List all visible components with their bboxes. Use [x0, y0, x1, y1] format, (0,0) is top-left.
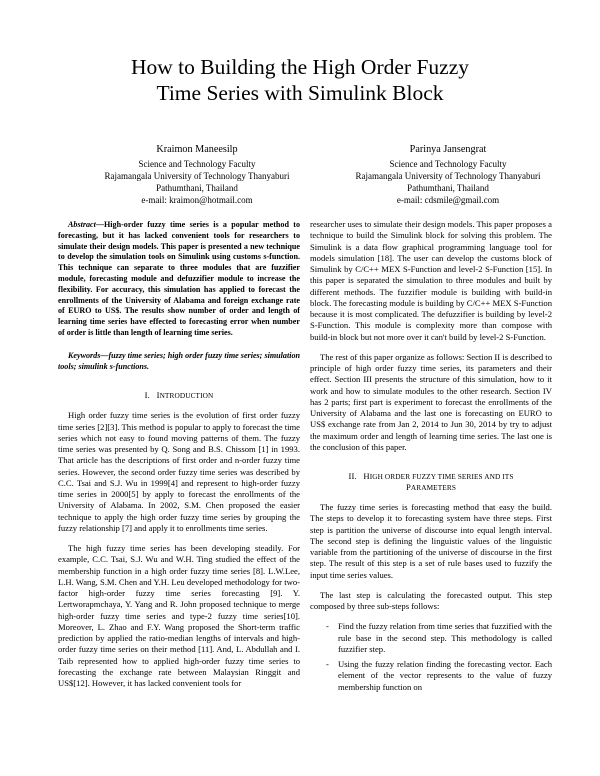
- paragraph: The high fuzzy time series has been developing steadily. For example, C.C. Tsai, S.J. Wu and W.H. Ting studied the effect of the membership function in a high order fuzzy time series [8]. L.W.Lee, L.H. Wang, S.M. Chen and Y.H. Leu developed methodology for two-factor high-order fuzzy time series forecasting [9]. Y. Lertworapmchaya, Y. Yang and R. John proposed technique to merge high-order fuzzy time series and type-2 fuzzy time series[10]. Moreover, L. Zhao and F.Y. Wang proposed the Short-term traffic prediction by applied the ratio-median lengths of intervals and high-order fuzzy time series on their method [11]. And, L. Abdullah and I. Taib represented how to applied high-order fuzzy time series to forecasting the exchange rate between Malaysian Ringgit and US$[12]. However, it has lacked convenient tools for: [58, 543, 300, 689]
- author-faculty: Science and Technology Faculty: [389, 158, 507, 169]
- author-university: Rajamangala University of Technology Thanyaburi: [104, 170, 290, 181]
- author-name: Kraimon Maneesilp: [156, 144, 238, 155]
- author-block-1: [62, 143, 332, 206]
- paragraph: researcher uses to simulate their design models. This paper proposes a technique to build the Simulink block for solving this problem. The Simulink is a data flow graphical programming language tool for models simulation [18]. The user can develop the customs block of Simulink by C/C++ MEX S-Function and level-2 S-Function [15]. In this paper is separated the simulation to three modules and built by different methods. The fuzzifier module is building with build-in block. The forecasting module is building by C/C++ MEX S-Function because it is most complicated. The defuzzifier is building by level-2 S-Function. This module is complexity more than compose with build-in block but not more over it can't build by level-2 S-Function.: [310, 219, 552, 342]
- list-item-text: Find the fuzzy relation from time series that fuzzified with the rule base in the second step. This methodology is called fuzzifier step.: [338, 621, 552, 654]
- author-university: Rajamangala University of Technology Thanyaburi: [355, 170, 541, 181]
- title-line-2: Time Series with Simulink Block: [156, 81, 444, 105]
- keywords: Keywords—fuzzy time series; high order fuzzy time series; simulation tools; simulink s-functions.: [58, 350, 300, 371]
- section-title-initial: P: [406, 482, 411, 492]
- abstract: [58, 220, 300, 339]
- left-column: [58, 220, 300, 689]
- author-faculty: Science and Technology Faculty: [138, 158, 256, 169]
- author-location: Pathumthani, Thailand: [407, 182, 489, 193]
- list-dash: -: [326, 621, 329, 632]
- list-item: [310, 621, 552, 655]
- paragraph: The fuzzy time series is forecasting method that easy the build. The steps to develop it to forecasting system have three steps. First step is partition the universe of discourse into equal length interval. The second step is defining the linguistic values of the linguistic variable from the partitioning of the universe of discourse in the first step. The result of this step is a set of rule bases used to fuzzify the input time series values.: [310, 502, 552, 580]
- abstract-lead: Abstract: [68, 220, 96, 229]
- list-dash: -: [326, 659, 329, 669]
- abstract-body: —High-order fuzzy time series is a popular method to forecasting, but it has lacked convenient tools for researchers to simulate their design models. This paper is presented a new technique to develop the simulation tools on Simulink using customs s-function. This technique can separate to three modules that are fuzzifier module, forecasting module and defuzzifier module to increase the flexibility. For accuracy, this simulation has applied to forecast the enrollments of the University of Alabama and foreign exchange rate of EURO to US$. The results show number of order and length of learning time series have effected to forecasting error when number of order is little than length of learning time series.: [58, 220, 300, 337]
- substep-list: [310, 621, 552, 693]
- section-number: II.: [348, 471, 357, 481]
- section-heading-introduction: [58, 390, 300, 401]
- author-email: e-mail: kraimon@hotmail.com: [141, 195, 253, 206]
- author-location: Pathumthani, Thailand: [156, 182, 238, 193]
- title-line-1: How to Building the High Order Fuzzy: [131, 55, 469, 79]
- section-title-rest: ARAMETERS: [410, 483, 456, 492]
- author-block-2: [313, 143, 583, 206]
- section-title-rest: IGH ORDER FUZZY TIME SERIES AND ITS: [369, 472, 514, 481]
- section-title-initial: I: [156, 390, 160, 401]
- right-column: [310, 219, 552, 697]
- section-title-initial: H: [363, 471, 370, 481]
- paper-title: [40, 54, 560, 106]
- list-item: [310, 659, 552, 693]
- paragraph: High order fuzzy time series is the evolution of first order fuzzy time series [2][3]. This method is popular to apply to forecast the time series which not easy to found moving patterns of them. The fuzzy time series was presented by Q. Song and B.S. Chissom [1] in 1993. That article has the descriptions of first order and n-order fuzzy time series. However, the second order fuzzy time series was described by C.C. Tsai and S.J. Wu in 1999[4] and represent to high-order fuzzy time series in 2000[5] by apply to forecast the enrollments of the University of Alabama. In 2002, S.M. Chen proposed the easier technique to apply the high order fuzzy time series by grouping the fuzzy relationship [7] and apply it to enrollments time series.: [58, 410, 300, 533]
- paragraph: The rest of this paper organize as follows: Section II is described to principle of high order fuzzy time series, its parameters and their effect. Section III presents the structure of this simulation, how to it work and how to simulate modules to the other research. Section IV has 2 parts; first part is experiment to forecast the enrollments of the University of Alabama and the last one is forecasting on EURO to US$ exchange rate from Jan 2, 2014 to Jun 30, 2014 by try to adjust the maximum order and length of learning time series. The last one is the conclusion of this paper.: [310, 351, 552, 452]
- author-email: e-mail: cdsmile@gmail.com: [396, 195, 500, 206]
- section-number: I.: [144, 390, 150, 401]
- section-heading-high-order: [310, 471, 552, 493]
- author-name: Parinya Jansengrat: [409, 144, 487, 155]
- paragraph: The last step is calculating the forecasted output. This step composed by three sub-steps follows:: [310, 589, 552, 611]
- section-title-rest: NTRODUCTION: [159, 391, 214, 401]
- list-item-text: Using the fuzzy relation finding the forecasting vector. Each element of the vector represents to the value of fuzzy membership function on: [338, 659, 552, 692]
